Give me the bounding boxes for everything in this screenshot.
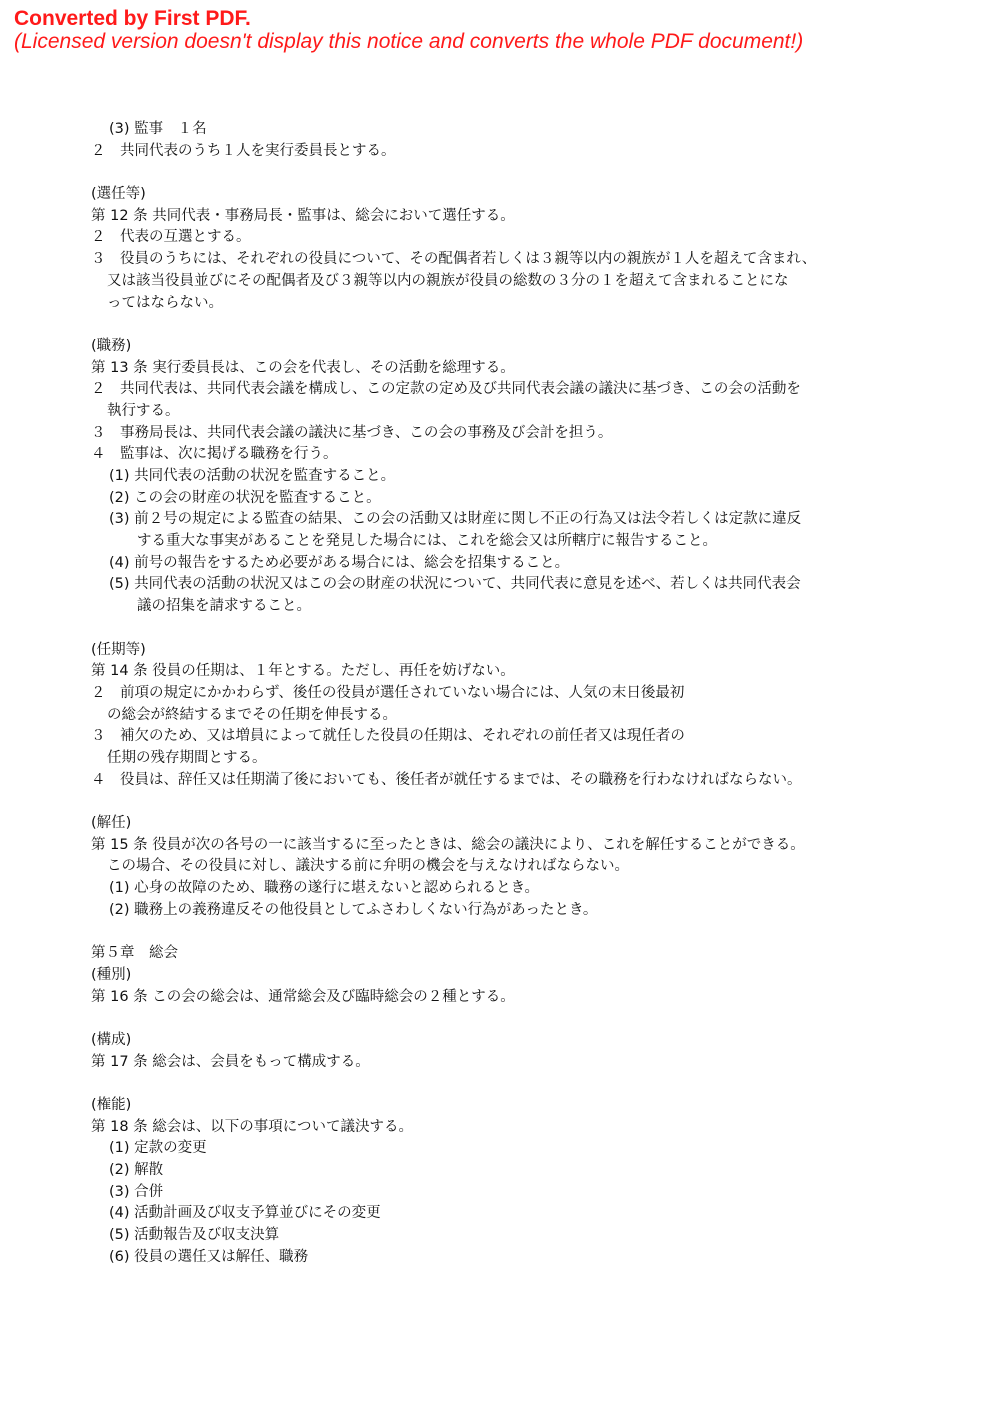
- conversion-notice: [14, 8, 803, 54]
- text-line: (構成): [91, 1031, 132, 1048]
- text-line: ２ 前項の規定にかかわらず、後任の役員が選任されていない場合には、人気の末日後最初: [91, 684, 685, 701]
- text-line: 第 15 条 役員が次の各号の一に該当するに至ったときは、総会の議決により、これを解任することができる。: [91, 836, 805, 853]
- text-line: ２ 共同代表は、共同代表会議を構成し、この定款の定め及び共同代表会議の議決に基づき、この会の活動を: [91, 381, 801, 398]
- text-line: 任期の残存期間とする。: [107, 749, 267, 766]
- text-line: (権能): [91, 1096, 132, 1113]
- text-line: 第 12 条 共同代表・事務局長・監事は、総会において選任する。: [91, 207, 515, 224]
- text-line: (4) 活動計画及び収支予算並びにその変更: [109, 1205, 381, 1222]
- text-line: (6) 役員の選任又は解任、職務: [109, 1248, 309, 1265]
- text-line: (3) 監事 １名: [109, 121, 207, 137]
- text-line: (5) 共同代表の活動の状況又はこの会の財産の状況について、共同代表に意見を述べ、若しくは共同代表会: [109, 576, 801, 593]
- text-line: (1) 共同代表の活動の状況を監査すること。: [109, 468, 396, 484]
- text-line: する重大な事実があることを発見した場合には、これを総会又は所轄庁に報告すること。: [137, 533, 717, 550]
- text-line: ３ 補欠のため、又は増員によって就任した役員の任期は、それぞれの前任者又は現任者の: [91, 728, 685, 745]
- text-line: (3) 合併: [109, 1183, 164, 1200]
- text-line: 第 14 条 役員の任期は、１年とする。ただし、再任を妨げない。: [91, 663, 515, 680]
- text-line: 第 13 条 実行委員長は、この会を代表し、その活動を総理する。: [91, 359, 515, 376]
- text-line: ４ 役員は、辞任又は任期満了後においても、後任者が就任するまでは、その職務を行わなければならない。: [91, 771, 802, 788]
- text-line: (種別): [91, 966, 132, 983]
- text-line: (解任): [91, 815, 132, 831]
- text-line: ４ 監事は、次に掲げる職務を行う。: [91, 446, 338, 463]
- text-line: (任期等): [91, 641, 146, 658]
- text-line: (3) 前２号の規定による監査の結果、この会の活動又は財産に関し不正の行為又は法令若しくは定款に違反: [109, 511, 802, 528]
- blank-line: [91, 162, 921, 184]
- blank-line: [91, 791, 921, 813]
- text-line: ってはならない。: [107, 294, 223, 311]
- text-line: 議の招集を請求すること。: [137, 598, 311, 615]
- blank-line: [91, 1073, 921, 1095]
- document-body: [91, 119, 921, 1268]
- text-line: 第 17 条 総会は、会員をもって構成する。: [91, 1053, 370, 1070]
- text-line: (選任等): [91, 186, 146, 203]
- text-line: (1) 定款の変更: [109, 1140, 207, 1157]
- notice-title: Converted by First PDF.: [14, 7, 251, 30]
- text-line: (2) 職務上の義務違反その他役員としてふさわしくない行為があったとき。: [109, 901, 598, 918]
- text-line: 又は該当役員並びにその配偶者及び３親等以内の親族が役員の総数の３分の１を超えて含まれることにな: [107, 272, 789, 289]
- text-line: (2) 解散: [109, 1162, 164, 1178]
- text-line: ３ 役員のうちには、それぞれの役員について、その配偶者若しくは３親等以内の親族が１人を超えて含まれ、: [91, 251, 817, 268]
- text-line: (5) 活動報告及び収支決算: [109, 1227, 280, 1244]
- text-line: 執行する。: [107, 402, 180, 419]
- text-line: ２ 共同代表のうち１人を実行委員長とする。: [91, 142, 396, 159]
- text-line: ３ 事務局長は、共同代表会議の議決に基づき、この会の事務及び会計を担う。: [91, 424, 613, 441]
- text-line: (1) 心身の故障のため、職務の遂行に堪えないと認められるとき。: [109, 880, 539, 897]
- text-line: の総会が終結するまでその任期を伸長する。: [107, 706, 397, 723]
- blank-line: [91, 314, 921, 336]
- notice-subtitle: (Licensed version doesn't display this notice and converts the whole PDF document!): [14, 30, 804, 53]
- text-line: (職務): [91, 337, 132, 354]
- text-line: 第 18 条 総会は、以下の事項について議決する。: [91, 1118, 413, 1135]
- text-line: 第５章 総会: [91, 945, 178, 962]
- blank-line: [91, 1008, 921, 1030]
- text-line: (4) 前号の報告をするため必要がある場合には、総会を招集すること。: [109, 554, 570, 571]
- text-line: ２ 代表の互選とする。: [91, 229, 251, 246]
- text-line: この場合、その役員に対し、議決する前に弁明の機会を与えなければならない。: [107, 858, 629, 875]
- text-line: 第 16 条 この会の総会は、通常総会及び臨時総会の２種とする。: [91, 988, 515, 1005]
- blank-line: [91, 921, 921, 943]
- blank-line: [91, 618, 921, 640]
- text-line: (2) この会の財産の状況を監査すること。: [109, 489, 381, 506]
